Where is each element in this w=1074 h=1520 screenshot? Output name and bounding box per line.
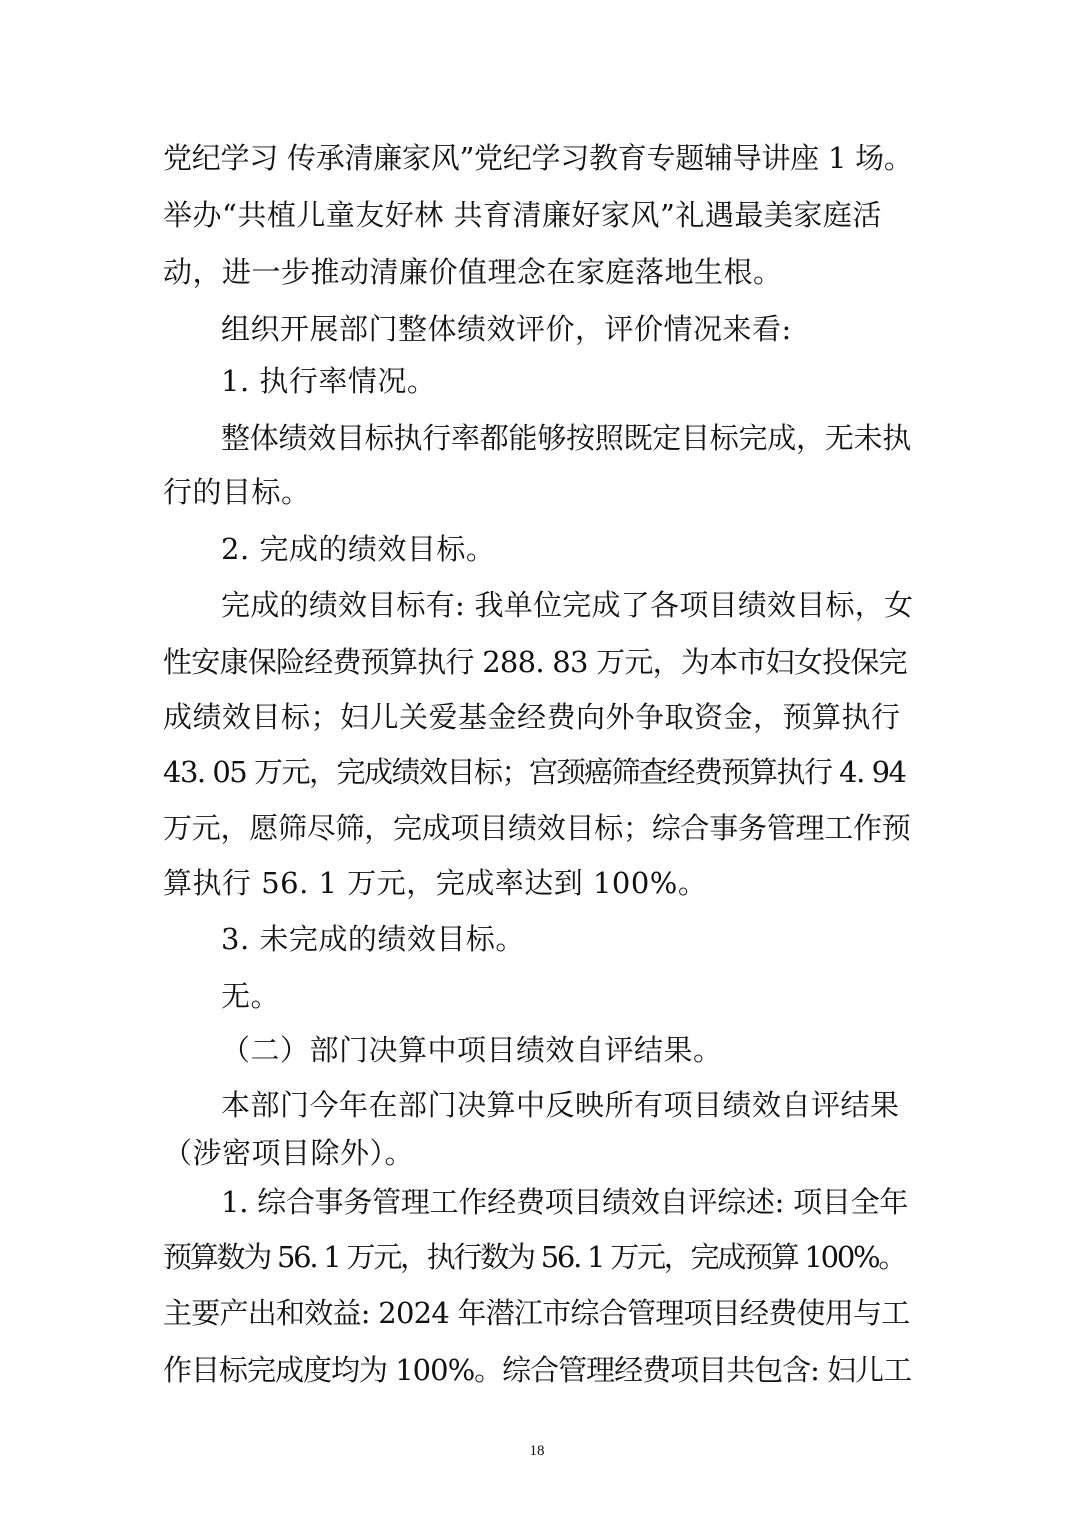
text-line-10: 性安康保险经费预算执行 288. 83 万元，为本市妇女投保完 <box>163 645 907 679</box>
text-line-13: 万元，愿筛尽筛，完成项目绩效目标；综合事务管理工作预 <box>163 811 911 845</box>
text-line-23: 作目标完成度均为 100%。综合管理经费项目共包含: 妇儿工 <box>163 1353 912 1387</box>
text-line-1: 党纪学习 传承清廉家风”党纪学习教育专题辅导讲座 1 场。 <box>163 141 913 175</box>
text-line-9: 完成的绩效目标有: 我单位完成了各项目绩效目标，女 <box>221 588 913 622</box>
text-line-22: 主要产出和效益: 2024 年潜江市综合管理项目经费使用与工 <box>163 1296 910 1330</box>
text-line-12: 43. 05 万元，完成绩效目标；宫颈癌筛查经费预算执行 4. 94 <box>163 755 906 789</box>
text-line-4: 组织开展部门整体绩效评价，评价情况来看: <box>221 312 792 346</box>
text-line-14: 算执行 56. 1 万元，完成率达到 100%。 <box>163 866 708 900</box>
text-line-15: 3. 未完成的绩效目标。 <box>221 922 525 956</box>
text-line-17: （二）部门决算中项目绩效自评结果。 <box>221 1033 723 1067</box>
text-line-11: 成绩效目标；妇儿关爱基金经费向外争取资金，预算执行 <box>163 700 901 734</box>
text-line-7: 行的目标。 <box>163 475 311 509</box>
text-line-3: 动，进一步推动清廉价值理念在家庭落地生根。 <box>163 255 783 289</box>
text-line-21: 预算数为 56. 1 万元，执行数为 56. 1 万元，完成预算 100%。 <box>163 1240 906 1274</box>
text-line-19: （涉密项目除外）。 <box>163 1136 415 1170</box>
text-line-18: 本部门今年在部门决算中反映所有项目绩效自评结果 <box>221 1088 900 1122</box>
text-line-8: 2. 完成的绩效目标。 <box>221 532 496 566</box>
page-number: 18 <box>529 1443 545 1459</box>
text-line-2: 举办“共植儿童友好林 共育清廉好家风”礼遇最美家庭活 <box>163 198 882 232</box>
text-line-16: 无。 <box>221 979 281 1013</box>
text-line-5: 1. 执行率情况。 <box>221 364 437 398</box>
text-line-20: 1. 综合事务管理工作经费项目绩效自评综述: 项目全年 <box>221 1185 909 1219</box>
text-line-6: 整体绩效目标执行率都能够按照既定目标完成，无未执 <box>221 421 912 455</box>
